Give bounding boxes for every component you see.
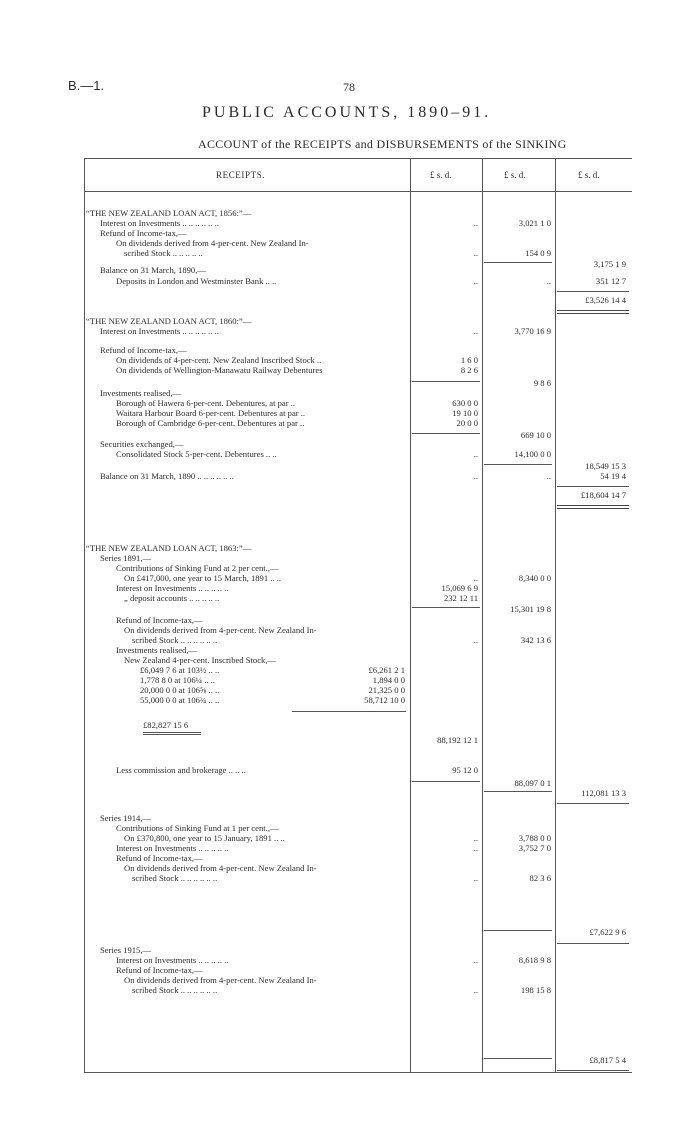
row-label: Waitara Harbour Board 6-per-cent. Debentures at par .. bbox=[116, 408, 306, 418]
page-reference: B.—1. bbox=[68, 78, 105, 93]
row-label: Consolidated Stock 5-per-cent. Debentures .. .. bbox=[116, 449, 277, 459]
row-amount-c2: 8,340 0 0 bbox=[518, 573, 551, 583]
row-amount-c1: .. bbox=[473, 326, 478, 336]
row-amount-c3: 112,081 13 3 bbox=[581, 788, 626, 798]
row-amount-c1: 95 12 0 bbox=[452, 765, 478, 775]
row-amount-c1: 1 6 0 bbox=[460, 355, 478, 365]
row-amount-c1: 8 2 6 bbox=[460, 365, 478, 375]
row-label: On dividends of Wellington-Manawatu Railway Debentures bbox=[116, 365, 323, 375]
row-label: Refund of Income-tax,— bbox=[100, 228, 187, 238]
row-amount-c3: £7,622 9 6 bbox=[589, 927, 626, 937]
row-label: scribed Stock .. .. .. .. .. .. bbox=[132, 985, 218, 995]
row-amount-c2: 342 13 6 bbox=[520, 635, 551, 645]
row-label: Borough of Hawera 6-per-cent. Debentures, at par .. bbox=[116, 398, 296, 408]
col2-header: £ s. d. bbox=[504, 170, 526, 180]
row-amount-c2: 3,021 1 0 bbox=[518, 218, 551, 228]
col3-total-rule-1856 bbox=[557, 310, 629, 314]
col2-rule-e bbox=[484, 1058, 552, 1059]
col2-rule-a bbox=[484, 262, 552, 263]
row-label: „ deposit accounts .. .. .. .. .. bbox=[124, 593, 220, 603]
row-amount-c1: 232 12 11 bbox=[443, 593, 478, 603]
row-amount-c3: 54 19 4 bbox=[600, 471, 626, 481]
row-label: Refund of Income-tax,— bbox=[100, 345, 187, 355]
row-amount-c1: 15,069 6 9 bbox=[441, 583, 478, 593]
stock-lot-desc: £6,049 7 6 at 103½ .. .. bbox=[140, 665, 220, 675]
row-amount-c2: 154 0 9 bbox=[525, 248, 551, 258]
row-label: Contributions of Sinking Fund at 1 per cent.,— bbox=[116, 823, 279, 833]
row-label: “THE NEW ZEALAND LOAN ACT, 1856:”— bbox=[86, 208, 252, 218]
row-amount-c2: 3,770 16 9 bbox=[514, 326, 551, 336]
row-amount-c2: 3,788 0 0 bbox=[518, 833, 551, 843]
row-label: Interest on Investments .. .. .. .. .. bbox=[116, 955, 229, 965]
row-label: Interest on Investments .. .. .. .. .. bbox=[116, 843, 229, 853]
col-separator-3 bbox=[555, 158, 556, 1072]
stock-lots-rule bbox=[292, 711, 406, 712]
stock-lot-amount: 1,894 0 0 bbox=[372, 675, 405, 685]
row-label: scribed Stock .. .. .. .. .. .. bbox=[132, 635, 218, 645]
row-amount-c2: 198 15 8 bbox=[520, 985, 551, 995]
row-label: Refund of Income-tax,— bbox=[116, 615, 203, 625]
row-label: Refund of Income-tax,— bbox=[116, 853, 203, 863]
row-label: scribed Stock .. .. .. .. .. bbox=[124, 248, 203, 258]
col3-rule-b bbox=[557, 486, 629, 487]
col3-total-rule-1860 bbox=[557, 505, 629, 509]
row-label: Interest on Investments .. .. .. .. .. .. bbox=[100, 326, 219, 336]
row-amount-c3: £8,817 5 4 bbox=[589, 1055, 626, 1065]
row-label: Series 1914,— bbox=[100, 813, 152, 823]
row-label: On dividends derived from 4-per-cent. New Zealand In- bbox=[124, 625, 317, 635]
row-amount-c3: 3,175 1 9 bbox=[593, 259, 626, 269]
row-amount-c3: £3,526 14 4 bbox=[585, 295, 626, 305]
row-amount-c1: 20 0 0 bbox=[456, 418, 478, 428]
account-subtitle: ACCOUNT of the RECEIPTS and DISBURSEMENTS of the SINKING bbox=[198, 137, 567, 151]
row-amount-c1: .. bbox=[473, 833, 478, 843]
col-separator-1 bbox=[410, 158, 411, 1072]
table-left-border bbox=[84, 158, 85, 1072]
col-separator-2 bbox=[482, 158, 483, 1072]
stock-lots-total: £82,827 15 6 bbox=[143, 720, 189, 730]
table-bottom-rule bbox=[84, 1072, 632, 1073]
row-amount-c1: .. bbox=[473, 873, 478, 883]
row-amount-c1: .. bbox=[473, 471, 478, 481]
page-title: PUBLIC ACCOUNTS, 1890–91. bbox=[202, 104, 492, 121]
row-amount-c1: .. bbox=[473, 955, 478, 965]
col3-rule-c bbox=[557, 803, 629, 804]
row-amount-c1: 630 0 0 bbox=[452, 398, 478, 408]
stock-total-underline-2 bbox=[143, 734, 201, 735]
row-label: Interest on Investments .. .. .. .. .. .. bbox=[100, 218, 219, 228]
col1-rule-a bbox=[412, 381, 480, 382]
stock-lot-amount: 58,712 10 0 bbox=[364, 695, 405, 705]
row-amount-c1: .. bbox=[473, 635, 478, 645]
stock-lot-desc: 20,000 0 0 at 106⅝ .. .. bbox=[140, 685, 220, 695]
row-label: Series 1915,— bbox=[100, 945, 152, 955]
col2-rule-d bbox=[484, 930, 552, 931]
row-label: scribed Stock .. .. .. .. .. .. bbox=[132, 873, 218, 883]
row-label: On dividends of 4-per-cent. New Zealand Inscribed Stock .. bbox=[116, 355, 322, 365]
row-label: Borough of Cambridge 6-per-cent. Debentures at par .. bbox=[116, 418, 305, 428]
row-label: Contributions of Sinking Fund at 2 per cent.,— bbox=[116, 563, 279, 573]
row-amount-c1: .. bbox=[473, 218, 478, 228]
row-amount-c1: .. bbox=[473, 449, 478, 459]
col2-rule-b bbox=[484, 464, 552, 465]
row-label: On dividends derived from 4-per-cent. New Zealand In- bbox=[124, 863, 317, 873]
row-label: On £370,800, one year to 15 January, 1891 .. .. bbox=[124, 833, 285, 843]
stock-total-underline bbox=[143, 732, 201, 733]
receipts-header: RECEIPTS. bbox=[216, 170, 266, 180]
row-label: Interest on Investments .. .. .. .. .. bbox=[116, 583, 229, 593]
row-label: Deposits in London and Westminster Bank .. .. bbox=[116, 276, 277, 286]
row-label: Less commission and brokerage .. .. .. bbox=[116, 765, 246, 775]
col3-rule-e bbox=[557, 1070, 629, 1071]
col1-header: £ s. d. bbox=[430, 170, 452, 180]
col1-rule-b bbox=[412, 433, 480, 434]
row-amount-c2: 15,301 19 8 bbox=[510, 604, 551, 614]
row-amount-c1: .. bbox=[473, 573, 478, 583]
row-label: New Zealand 4-per-cent. Inscribed Stock,— bbox=[124, 655, 277, 665]
row-amount-c1: .. bbox=[473, 276, 478, 286]
row-amount-c2: 82 3 6 bbox=[529, 873, 551, 883]
row-label: “THE NEW ZEALAND LOAN ACT, 1860:”— bbox=[86, 316, 252, 326]
row-label: Securities exchanged,— bbox=[100, 439, 184, 449]
header-bottom-rule bbox=[84, 191, 632, 192]
table-top-rule bbox=[84, 158, 632, 159]
row-amount-c2: 9 8 6 bbox=[533, 378, 551, 388]
col3-rule-d bbox=[557, 943, 629, 944]
row-label: Balance on 31 March, 1890,— bbox=[100, 265, 206, 275]
row-label: Investments realised,— bbox=[100, 388, 182, 398]
row-amount-c1: .. bbox=[473, 843, 478, 853]
row-label: On £417,000, one year to 15 March, 1891 .. .. bbox=[124, 573, 282, 583]
row-amount-c1: 88,192 12 1 bbox=[437, 735, 478, 745]
row-amount-c2: 8,618 9 8 bbox=[518, 955, 551, 965]
row-label: Investments realised,— bbox=[116, 645, 198, 655]
row-amount-c1: .. bbox=[473, 985, 478, 995]
row-label: On dividends derived from 4-per-cent. New Zealand In- bbox=[116, 238, 309, 248]
col2-rule-c bbox=[484, 791, 552, 792]
row-amount-c3: £18,604 14 7 bbox=[580, 490, 626, 500]
row-amount-c2: .. bbox=[546, 471, 551, 481]
col3-header: £ s. d. bbox=[578, 170, 600, 180]
row-label: Balance on 31 March, 1890 .. .. .. .. .. .. bbox=[100, 471, 234, 481]
row-amount-c1: .. bbox=[473, 248, 478, 258]
col3-rule-a bbox=[557, 291, 629, 292]
row-amount-c3: 351 12 7 bbox=[595, 276, 626, 286]
row-amount-c2: 3,752 7 0 bbox=[518, 843, 551, 853]
row-label: “THE NEW ZEALAND LOAN ACT, 1863:”— bbox=[86, 543, 252, 553]
row-amount-c2: 669 10 0 bbox=[520, 430, 551, 440]
stock-lot-amount: £6,261 2 1 bbox=[368, 665, 405, 675]
row-amount-c2: 14,100 0 0 bbox=[514, 449, 551, 459]
row-label: Refund of Income-tax,— bbox=[116, 965, 203, 975]
row-amount-c1: 19 10 0 bbox=[452, 408, 478, 418]
row-amount-c2: 88,097 0 1 bbox=[514, 778, 551, 788]
col1-rule-c bbox=[412, 607, 480, 608]
stock-lot-amount: 21,325 0 0 bbox=[368, 685, 405, 695]
row-amount-c3: 18,549 15 3 bbox=[585, 461, 626, 471]
stock-lot-desc: 1,778 8 0 at 106¼ .. .. bbox=[140, 675, 215, 685]
page-number: 78 bbox=[343, 80, 355, 94]
row-label: On dividends derived from 4-per-cent. New Zealand In- bbox=[124, 975, 317, 985]
row-amount-c2: .. bbox=[546, 276, 551, 286]
stock-lot-desc: 55,000 0 0 at 106¾ .. .. bbox=[140, 695, 220, 705]
row-label: Series 1891,— bbox=[100, 553, 152, 563]
col1-rule-d bbox=[412, 781, 480, 782]
